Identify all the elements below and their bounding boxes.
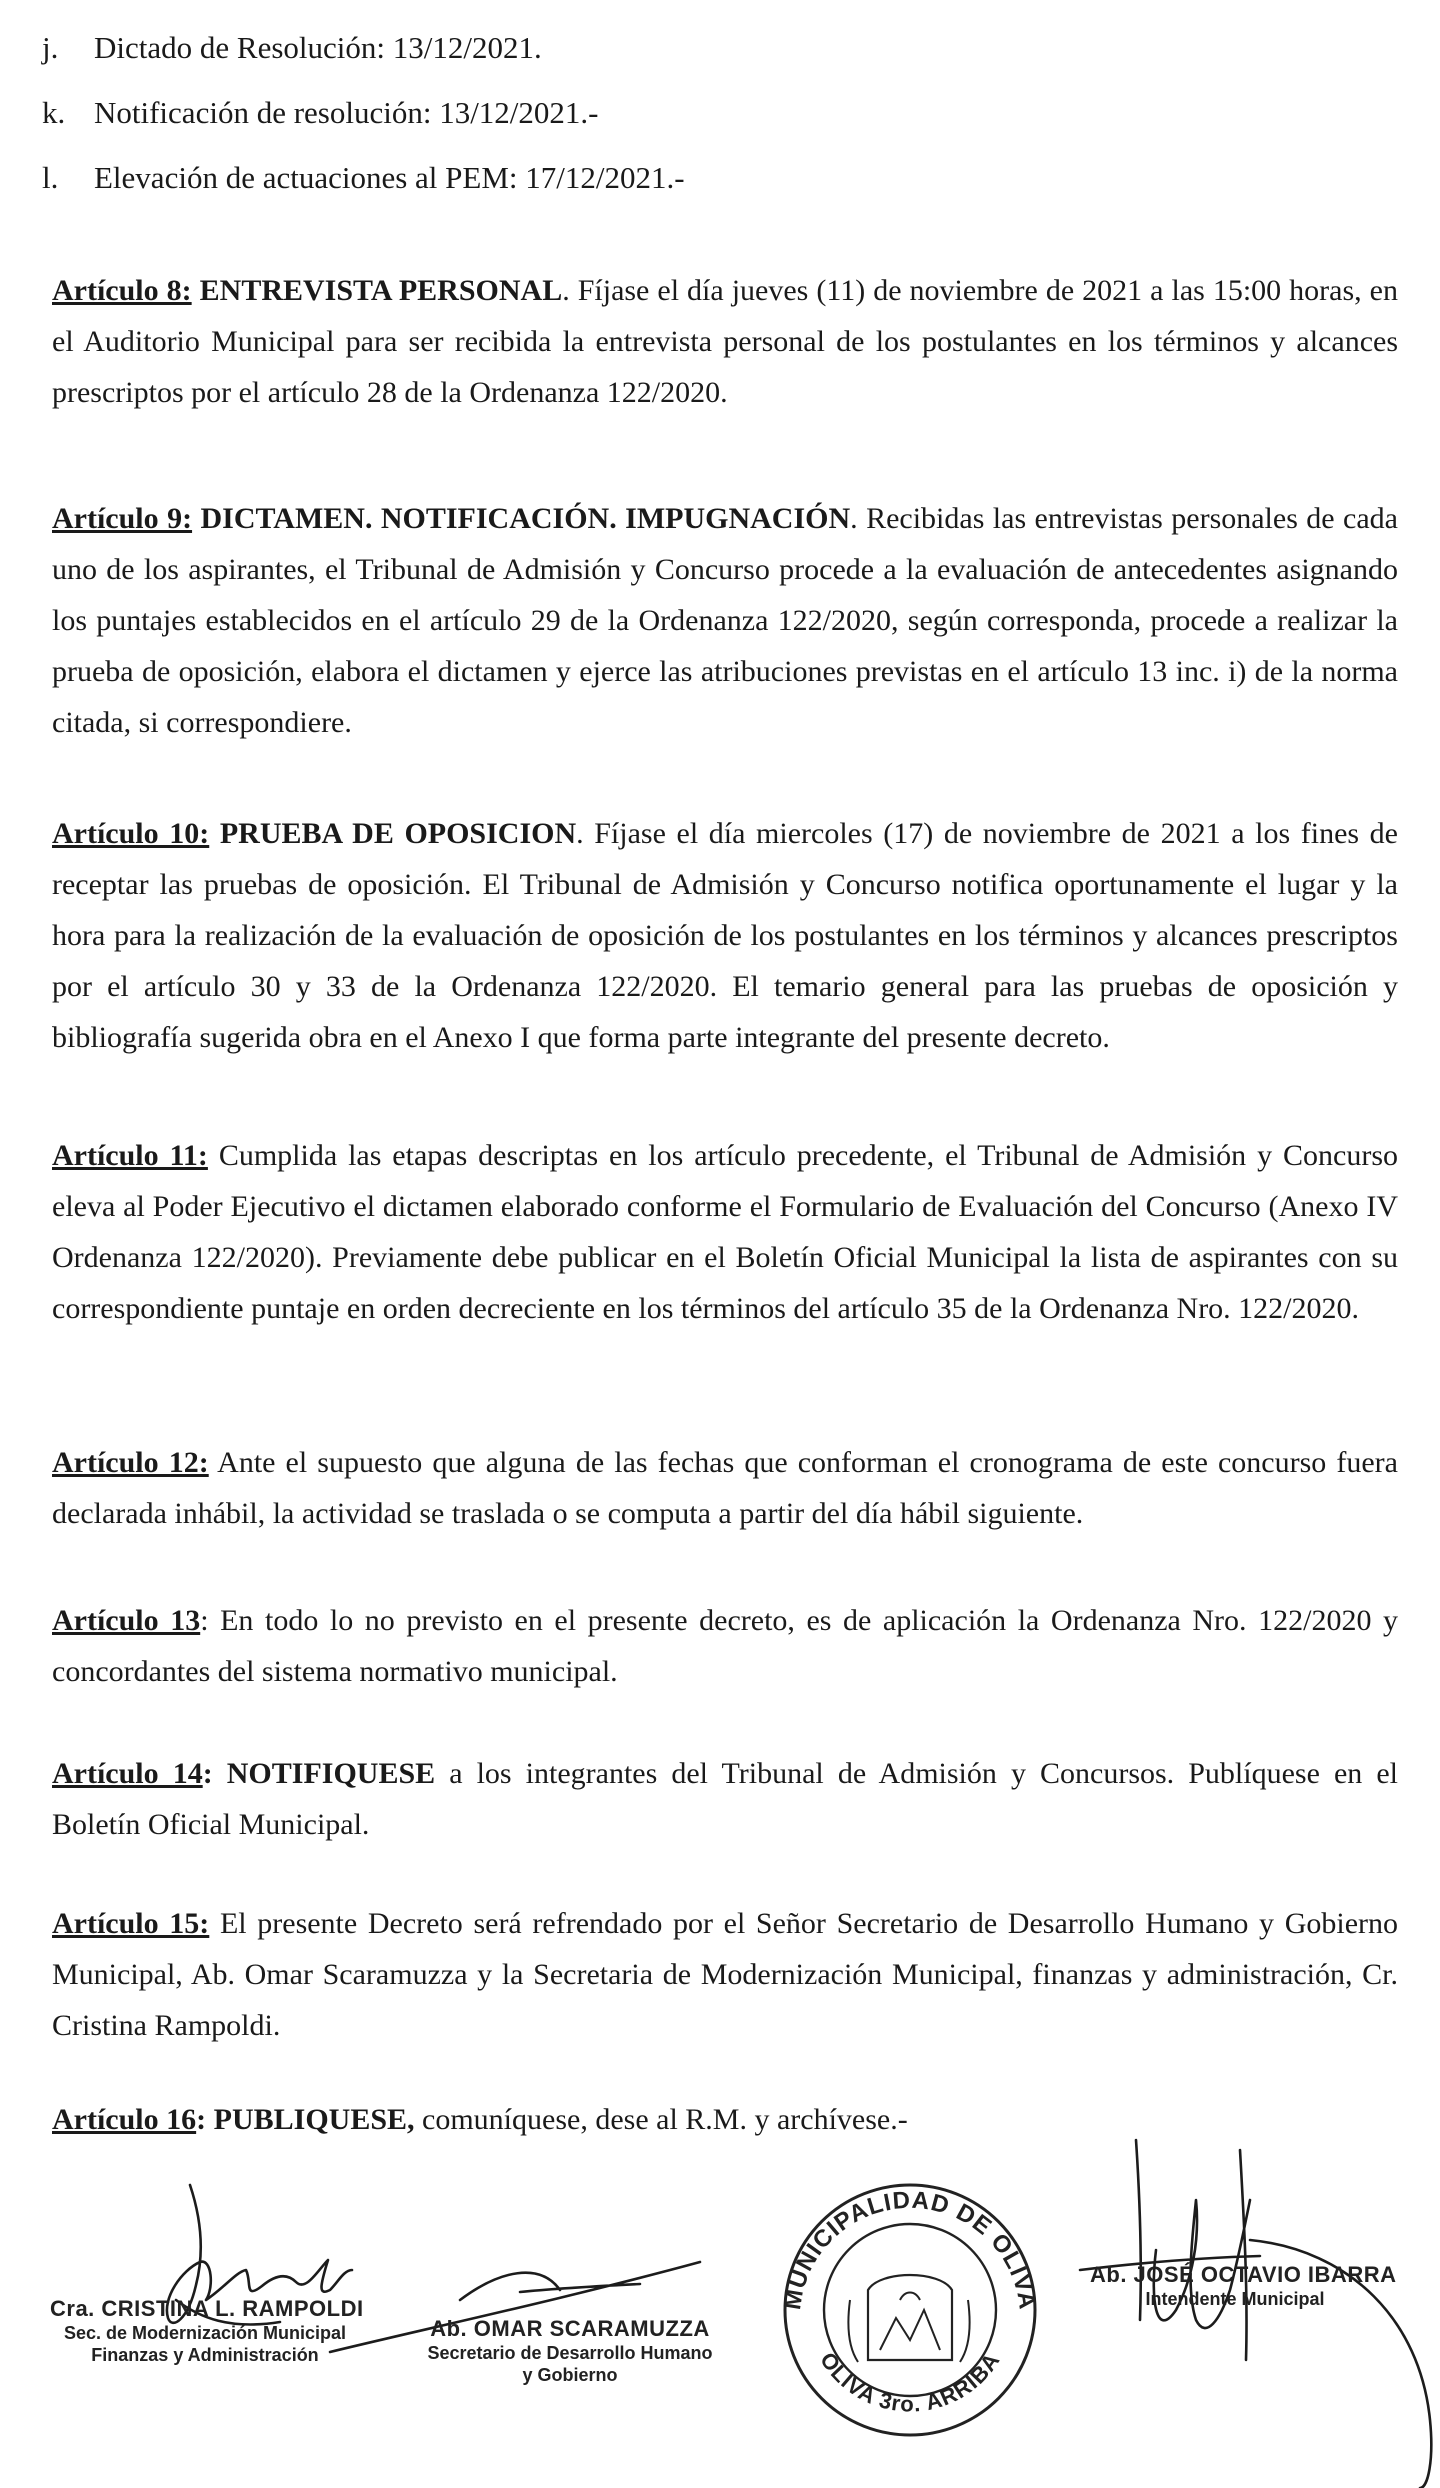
article-body: El presente Decreto será refrendado por el Señor Secretario de Desarrollo Humano y Gobierno Municipal, Ab. Omar Scaramuzza y la Secretaria de Modernización Municipal, finanzas y administración, Cr. Cristina Rampoldi. (52, 1907, 1398, 2042)
article-number: Artículo 15: (52, 1907, 210, 1940)
ibarra-signature-icon (1080, 2140, 1260, 2360)
signatory-name: Ab. OMAR SCARAMUZZA (430, 2316, 710, 2341)
municipal-seal-icon (779, 2185, 1041, 2435)
schedule-item-text: Elevación de actuaciones al PEM: 17/12/2021.- (94, 160, 685, 195)
article-body: Cumplida las etapas descriptas en los artículo precedente, el Tribunal de Admisión y Concurso eleva al Poder Ejecutivo el dictamen elaborado conforme el Formulario de Evaluación del Concurso (Anexo IV Ordenanza 122/2020). Previamente debe publicar en el Boletín Oficial Municipal la lista de aspirantes con su correspondiente puntaje en orden decreciente en los términos del artículo 35 de la Ordenanza Nro. 122/2020. (52, 1139, 1398, 1325)
article-body: comuníquese, dese al R.M. y archívese.- (414, 2103, 908, 2136)
article-body: . Fíjase el día jueves (11) de noviembre de 2021 a las 15:00 horas, en el Auditorio Municipal para ser recibida la entrevista personal de los postulantes en los términos y alcances prescriptos por el artículo 28 de la Ordenanza 122/2020. (52, 274, 1398, 409)
article-number: Artículo 12: (52, 1446, 209, 1479)
article-number: Artículo 13 (52, 1604, 201, 1637)
article-number: Artículo 14 (52, 1757, 203, 1790)
seal-bottom-text: OLIVA 3ro. ARRIBA (815, 2347, 1005, 2417)
article-number: Artículo 16 (52, 2103, 197, 2136)
signatory-name: Ab. JOSÉ OCTAVIO IBARRA (1090, 2262, 1397, 2287)
signature-ibarra (1090, 2262, 1397, 2310)
article-body: : En todo lo no previsto en el presente decreto, es de aplicación la Ordenanza Nro. 122/2020 y concordantes del sistema normativo municipal. (52, 1604, 1399, 1688)
schedule-item-text: Dictado de Resolución: 13/12/2021. (94, 30, 542, 65)
signatory-role: Secretario de Desarrollo Humano (427, 2343, 713, 2363)
article-number: Artículo 11: (52, 1139, 208, 1172)
schedule-item-letter: l. (42, 160, 59, 195)
article-heading: PRUEBA DE OPOSICION (219, 817, 577, 850)
article-number: Artículo 9: (52, 502, 193, 535)
article-heading: ENTREVISTA PERSONAL (199, 274, 563, 307)
article-number: Artículo 8: (52, 274, 192, 307)
signature-scaramuzza (420, 2316, 720, 2386)
article-heading: : PUBLIQUESE, (196, 2103, 415, 2136)
article-heading: : NOTIFIQUESE (202, 1757, 436, 1790)
article-body: . Recibidas las entrevistas personales de cada uno de los aspirantes, el Tribunal de Admisión y Concurso procede a la evaluación de antecedentes asignando los puntajes establecidos en el artículo 29 de la Ordenanza 122/2020, según corresponda, procede a realizar la prueba de oposición, elabora el dictamen y ejerce las atribuciones previstas en el artículo 13 inc. i) de la norma citada, si correspondiere. (52, 502, 1398, 739)
schedule-item-letter: k. (42, 95, 66, 130)
article-body: a los integrantes del Tribunal de Admisión y Concursos. Publíquese en el Boletín Oficial Municipal. (52, 1757, 1398, 1841)
article-number: Artículo 10: (52, 817, 210, 850)
signatory-role: Sec. de Modernización Municipal (63, 2323, 347, 2343)
signatory-role: Finanzas y Administración (91, 2345, 319, 2365)
signatory-name: Cra. CRISTINA L. RAMPOLDI (50, 2296, 364, 2321)
seal-top-text: MUNICIPALIDAD DE OLIVA (779, 2186, 1041, 2312)
schedule-item-text: Notificación de resolución: 13/12/2021.- (94, 95, 599, 130)
article-body: Ante el supuesto que alguna de las fechas que conforman el cronograma de este concurso fuera declarada inhábil, la actividad se traslada o se computa a partir del día hábil siguiente. (52, 1446, 1398, 1530)
signatory-role: Intendente Municipal (1145, 2289, 1325, 2309)
schedule-item-letter: j. (42, 30, 59, 65)
svg-text:OLIVA 3ro. ARRIBA (815, 2348, 1005, 2417)
article-body: . Fíjase el día miercoles (17) de noviembre de 2021 a los fines de receptar las pruebas de oposición. El Tribunal de Admisión y Concurso notifica oportunamente el lugar y la hora para la realización de la evaluación de oposición de los postulantes en los términos y alcances prescriptos por el artículo 30 y 33 de la Ordenanza 122/2020. El temario general para las pruebas de oposición y bibliografía sugerida obra en el Anexo I que forma parte integrante del presente decreto. (52, 817, 1398, 1054)
signature-rampoldi (50, 2296, 364, 2366)
signatory-role: y Gobierno (522, 2365, 618, 2385)
article-heading: DICTAMEN. NOTIFICACIÓN. IMPUGNACIÓN (200, 502, 851, 535)
